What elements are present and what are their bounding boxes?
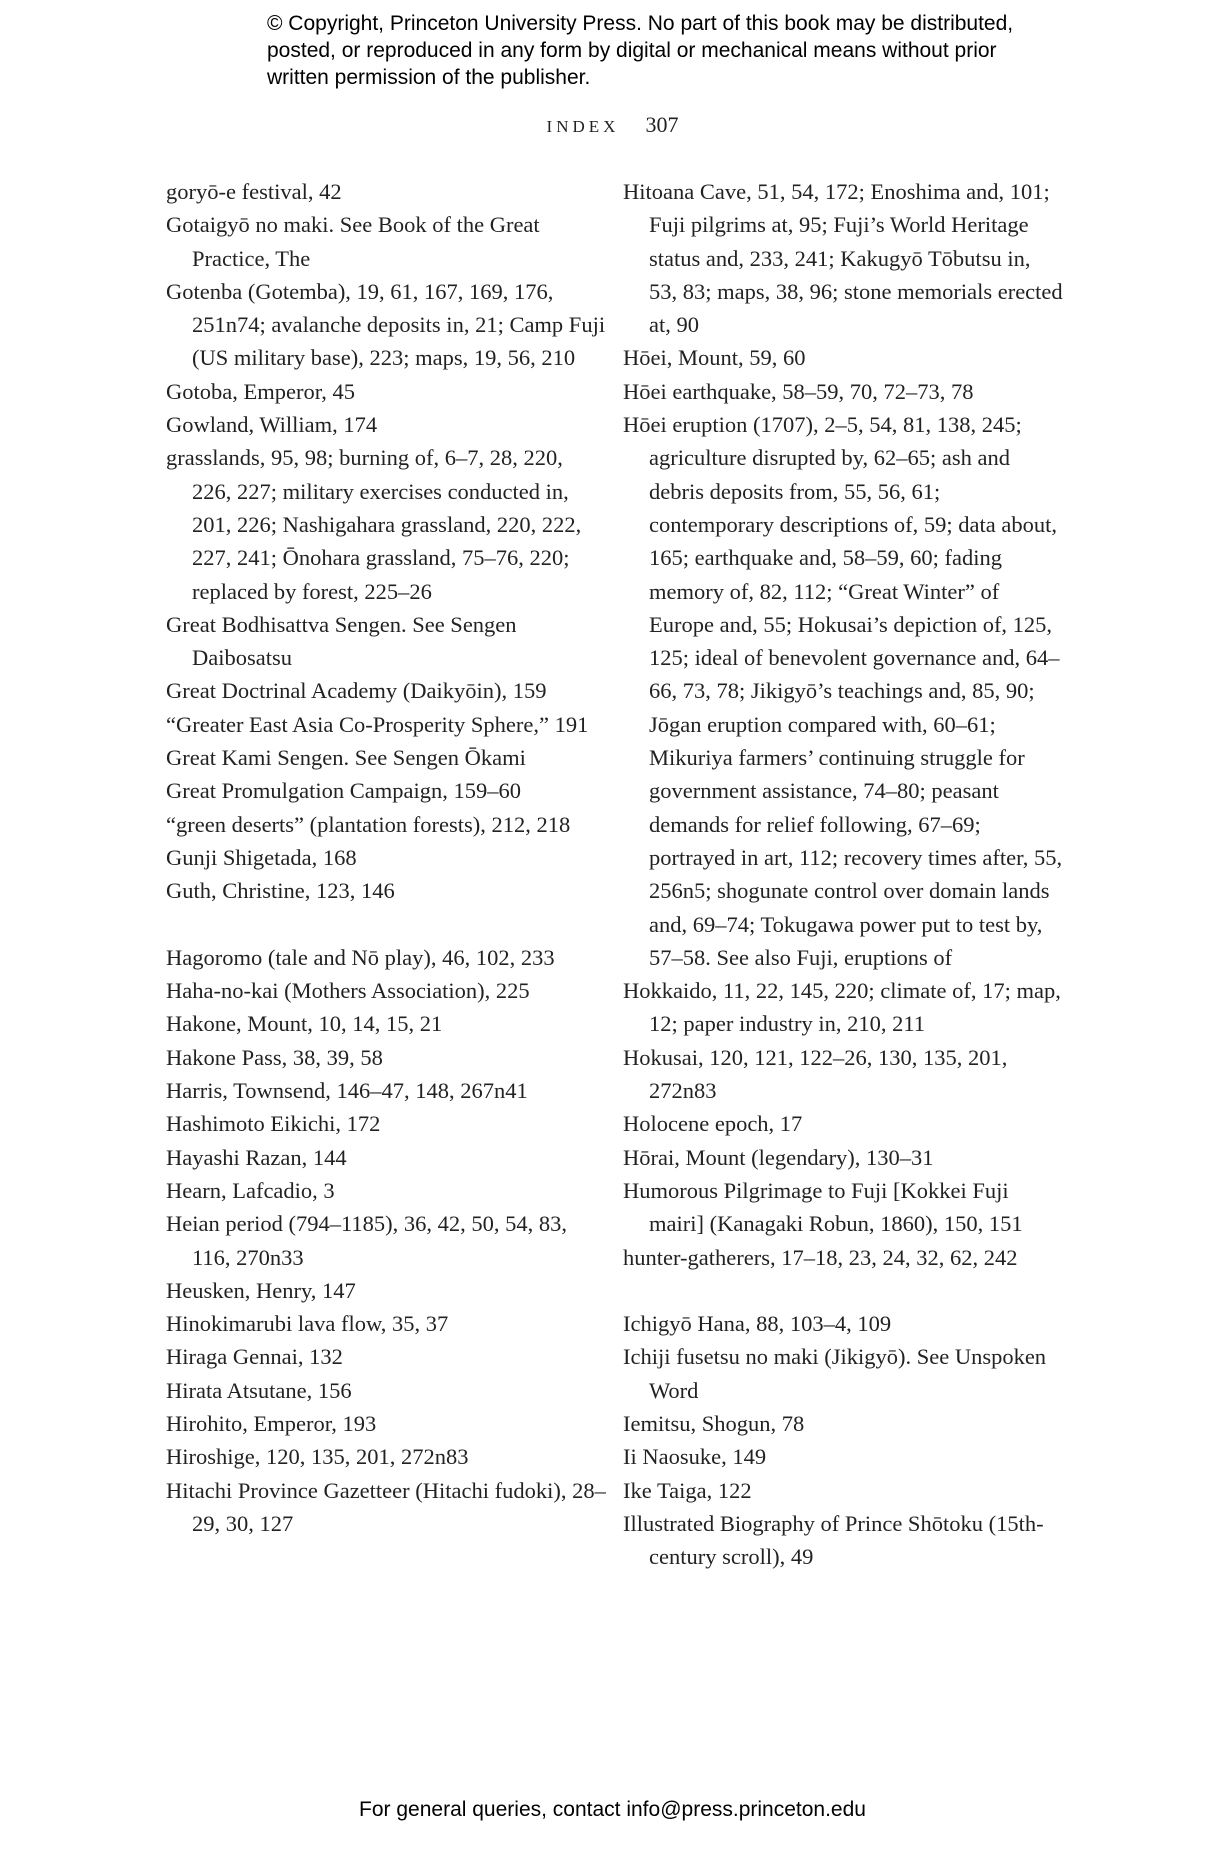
index-entry: Iemitsu, Shogun, 78 — [623, 1410, 805, 1436]
index-entry: Humorous Pilgrimage to Fuji [Kokkei Fuji mairi] (Kanagaki Robun, 1860), 150, 151 — [623, 1177, 1023, 1237]
page-number: 307 — [645, 112, 679, 137]
index-entry: hunter-gatherers, 17–18, 23, 24, 32, 62, 242 — [623, 1244, 1018, 1270]
letter-group-gap — [166, 908, 606, 941]
index-entry: Harris, Townsend, 146–47, 148, 267n41 — [166, 1078, 528, 1104]
index-entry: Ike Taiga, 122 — [623, 1477, 752, 1503]
index-entry: Hirata Atsutane, 156 — [166, 1377, 352, 1403]
index-entry: Heusken, Henry, 147 — [166, 1277, 356, 1303]
index-entry: Hakone Pass, 38, 39, 58 — [166, 1044, 383, 1070]
index-entry: Great Doctrinal Academy (Daikyōin), 159 — [166, 678, 547, 704]
index-entry: Ichigyō Hana, 88, 103–4, 109 — [623, 1311, 892, 1337]
index-entry: Great Promulgation Campaign, 159–60 — [166, 778, 521, 804]
index-entry: Hayashi Razan, 144 — [166, 1144, 347, 1170]
index-column-right — [623, 175, 1063, 1573]
index-entry: Hiraga Gennai, 132 — [166, 1344, 343, 1370]
copyright-notice: © Copyright, Princeton University Press. No part of this book may be distributed, posted, or reproduced in any form by digital or mechanical means without prior written permission of the publisher. — [267, 12, 1014, 89]
index-entry: Hōei eruption (1707), 2–5, 54, 81, 138, 245; agriculture disrupted by, 62–65; ash and debris deposits from, 55, 56, 61; contemporary descriptions of, 59; data about, 165; earthquake and, 58–59, 60; fading memory of, 82, 112; “Great Winter” of Europe and, 55; Hokusai’s depiction of, 125, 125; ideal of benevolent governance and, 64–66, 73, 78; Jikigyō’s teachings and, 85, 90; Jōgan eruption compared with, 60–61; Mikuriya farmers’ continuing struggle for government assistance, 74–80; peasant demands for relief following, 67–69; portrayed in art, 112; recovery times after, 55, 256n5; shogunate control over domain lands and, 69–74; Tokugawa power put to test by, 57–58. See also Fuji, eruptions of — [623, 412, 1063, 970]
index-entry: Hashimoto Eikichi, 172 — [166, 1111, 381, 1137]
index-entry: Hokkaido, 11, 22, 145, 220; climate of, 17; map, 12; paper industry in, 210, 211 — [623, 978, 1061, 1037]
index-entry: Hirohito, Emperor, 193 — [166, 1410, 377, 1436]
index-entry: Gunji Shigetada, 168 — [166, 844, 357, 870]
letter-group-gap — [623, 1274, 1063, 1307]
index-entry: Ichiji fusetsu no maki (Jikigyō). See Unspoken Word — [623, 1344, 1047, 1403]
index-entry: Hitoana Cave, 51, 54, 172; Enoshima and, 101; Fuji pilgrims at, 95; Fuji’s World Heritage status and, 233, 241; Kakugyō Tōbutsu in, 53, 83; maps, 38, 96; stone memorials erected at, 90 — [623, 179, 1063, 338]
index-entry: Hakone, Mount, 10, 14, 15, 21 — [166, 1011, 443, 1037]
index-entry: Holocene epoch, 17 — [623, 1111, 803, 1137]
index-entry: Gotaigyō no maki. See Book of the Great Practice, The — [166, 212, 540, 271]
index-entry: Gotenba (Gotemba), 19, 61, 167, 169, 176, 251n74; avalanche deposits in, 21; Camp Fuji (US military base), 223; maps, 19, 56, 210 — [166, 278, 606, 371]
index-entry: Hōrai, Mount (legendary), 130–31 — [623, 1144, 934, 1170]
index-entry: Hinokimarubi lava flow, 35, 37 — [166, 1311, 449, 1337]
index-entry: Hearn, Lafcadio, 3 — [166, 1177, 335, 1203]
index-column-left — [166, 175, 606, 1540]
index-entry: Haha-no-kai (Mothers Association), 225 — [166, 978, 530, 1004]
index-entry: goryō-e festival, 42 — [166, 179, 342, 204]
index-entry: Hokusai, 120, 121, 122–26, 130, 135, 201, 272n83 — [623, 1044, 1008, 1104]
running-head-label: INDEX — [546, 117, 620, 136]
index-entry: Illustrated Biography of Prince Shōtoku (15th-century scroll), 49 — [623, 1510, 1044, 1570]
index-entry: Great Kami Sengen. See Sengen Ōkami — [166, 745, 526, 771]
index-entry: Guth, Christine, 123, 146 — [166, 878, 395, 904]
contact-footer: For general queries, contact info@press.princeton.edu — [359, 1798, 866, 1821]
index-entry: Hōei, Mount, 59, 60 — [623, 345, 806, 371]
index-entry: Gotoba, Emperor, 45 — [166, 378, 356, 404]
index-entry: Gowland, William, 174 — [166, 412, 378, 438]
index-entry: Hiroshige, 120, 135, 201, 272n83 — [166, 1444, 469, 1470]
index-entry: Ii Naosuke, 149 — [623, 1444, 767, 1470]
index-entry: Heian period (794–1185), 36, 42, 50, 54, 83, 116, 270n33 — [166, 1211, 567, 1270]
index-entry: “Greater East Asia Co-Prosperity Sphere,” 191 — [166, 711, 589, 737]
index-entry: Hōei earthquake, 58–59, 70, 72–73, 78 — [623, 378, 974, 404]
index-entry: Hagoromo (tale and Nō play), 46, 102, 233 — [166, 944, 555, 970]
running-head — [0, 112, 1225, 138]
index-entry: “green deserts” (plantation forests), 212, 218 — [166, 811, 571, 837]
index-entry: Great Bodhisattva Sengen. See Sengen Daibosatsu — [166, 611, 517, 671]
index-entry: Hitachi Province Gazetteer (Hitachi fudoki), 28–29, 30, 127 — [166, 1477, 606, 1536]
index-entry: grasslands, 95, 98; burning of, 6–7, 28, 220, 226, 227; military exercises conducted in, 201, 226; Nashigahara grassland, 220, 222, 227, 241; Ōnohara grassland, 75–76, 220; replaced by forest, 225–26 — [166, 445, 582, 604]
